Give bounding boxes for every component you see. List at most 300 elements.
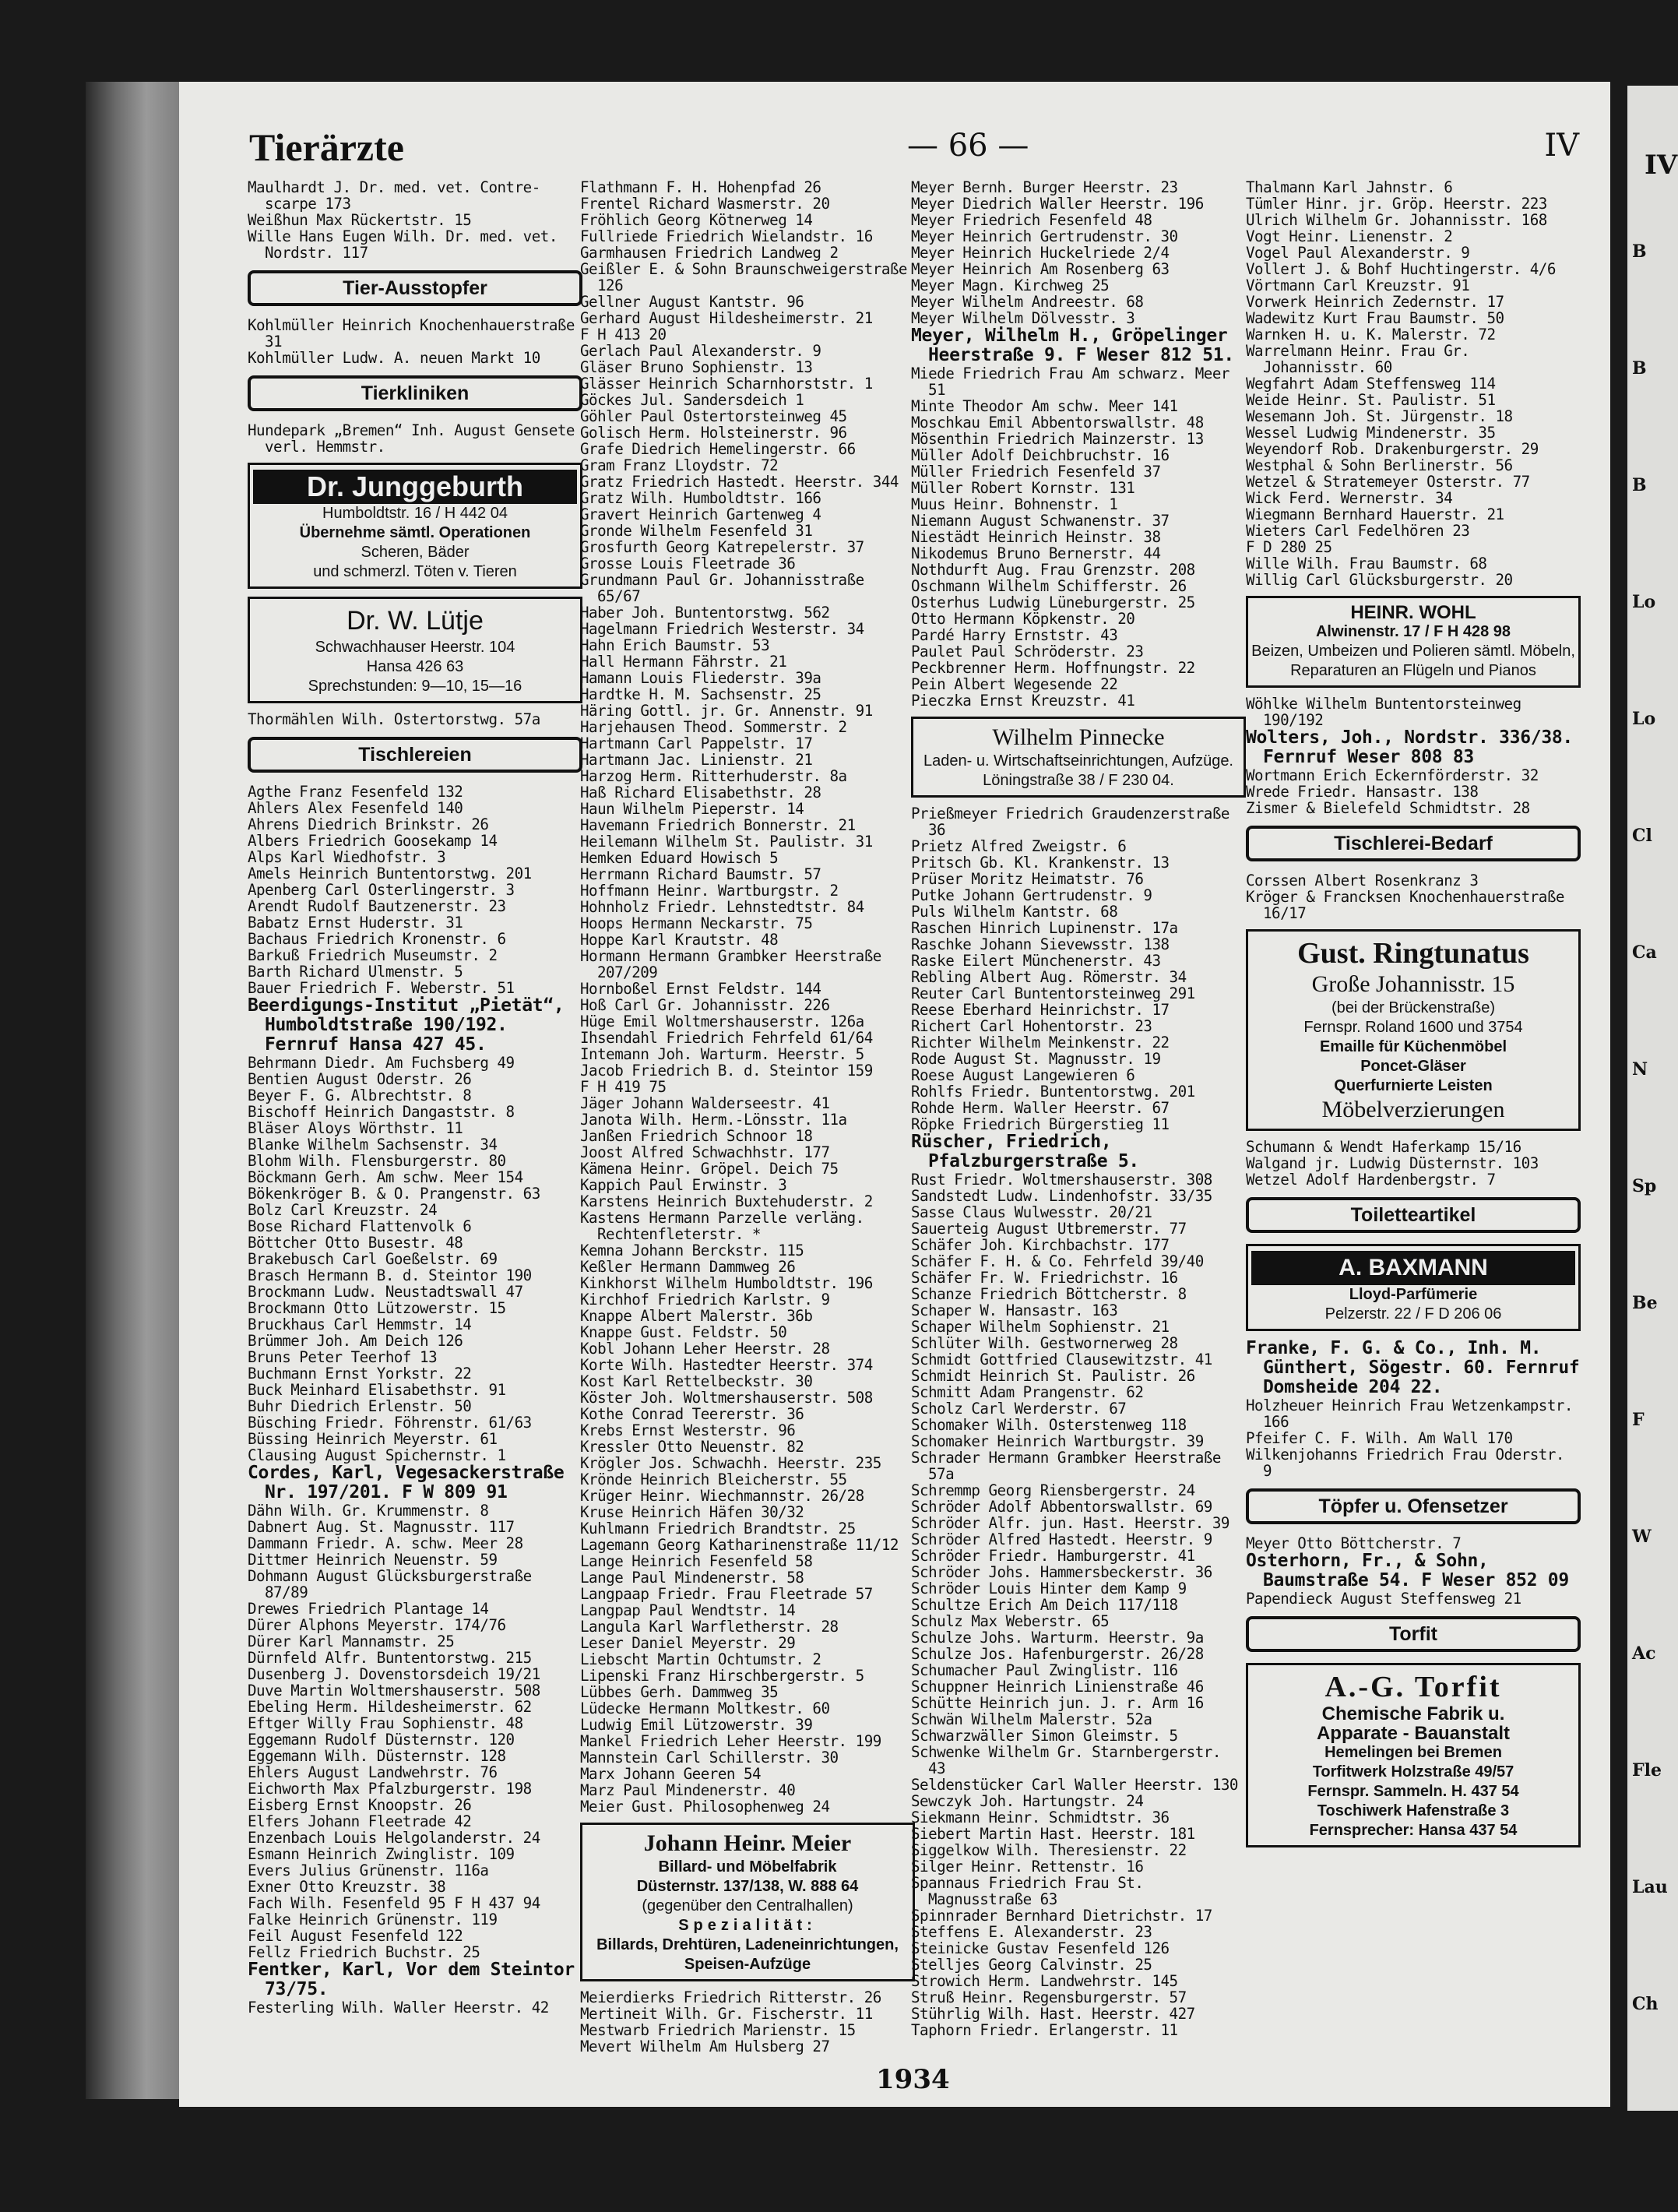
directory-entry: Hoppe Karl Krautstr. 48 <box>580 931 779 949</box>
directory-entry: Hemken Eduard Howisch 5 <box>580 849 779 867</box>
directory-entry: Eggemann Wilh. Düsternstr. 128 <box>248 1747 506 1765</box>
entry-list <box>248 1999 582 2016</box>
directory-entry: Kressler Otto Neuenstr. 82 <box>580 1438 804 1456</box>
directory-entry: Fullriede Friedrich Wielandstr. 16 <box>580 227 873 245</box>
directory-entry: Marx Johann Geeren 54 <box>580 1765 762 1783</box>
directory-entry: Mestwarb Friedrich Marienstr. 15 <box>580 2021 856 2039</box>
directory-entry: Rust Friedr. Woltmershauserstr. 308 <box>911 1171 1212 1189</box>
directory-entry: Lagemann Georg Katharinenstraße 11/12 <box>580 1536 899 1554</box>
directory-entry: Hahn Erich Baumstr. 53 <box>580 636 770 654</box>
directory-entry: Weyendorf Rob. Drakenburgerstr. 29 <box>1246 440 1539 458</box>
directory-entry: Roese August Langewieren 6 <box>911 1066 1135 1084</box>
directory-entry: Kämena Heinr. Gröpel. Deich 75 <box>580 1160 839 1178</box>
ad-line: Löningstraße 38 / F 230 04. <box>983 772 1174 789</box>
ad-title: HEINR. WOHL <box>1350 602 1476 623</box>
advertisement <box>1246 1663 1581 1847</box>
directory-entry: Schröder Friedr. Hamburgerstr. 41 <box>911 1547 1195 1565</box>
ad-line: Chemische Fabrik u. <box>1321 1703 1505 1724</box>
directory-entry: Schäfer Fr. W. Friedrichstr. 16 <box>911 1269 1178 1287</box>
directory-entry: Lange Heinrich Fesenfeld 58 <box>580 1552 813 1570</box>
directory-entry: Hoffmann Heinr. Wartburgstr. 2 <box>580 882 839 900</box>
directory-entry: Haß Richard Elisabethstr. 28 <box>580 784 821 801</box>
category-heading: Tischlereien <box>248 737 582 773</box>
directory-entry: Rode August St. Magnusstr. 19 <box>911 1050 1161 1068</box>
entry-list <box>1246 1397 1581 1479</box>
directory-entry: Dähn Wilh. Gr. Krummenstr. 8 <box>248 1502 489 1520</box>
directory-entry: Ulrich Wilhelm Gr. Johannisstr. 168 <box>1246 211 1547 229</box>
directory-entry: Korte Wilh. Hastedter Heerstr. 374 <box>580 1356 873 1374</box>
directory-entry: Beyer F. G. Albrechtstr. 8 <box>248 1087 472 1104</box>
directory-entry: Bökenkröger B. & O. Prangenstr. 63 <box>248 1185 540 1203</box>
directory-entry: Eggemann Rudolf Düsternstr. 120 <box>248 1731 515 1749</box>
directory-entry: Gellner August Kantstr. 96 <box>580 293 804 311</box>
directory-entry: Hoß Carl Gr. Johannisstr. 226 <box>580 996 830 1014</box>
directory-entry: Jäger Johann Walderseestr. 41 <box>580 1094 830 1112</box>
advertisement <box>580 1823 915 1981</box>
directory-entry: F H 419 75 <box>580 1078 667 1096</box>
entry-list <box>580 1989 915 2055</box>
directory-entry: Bauer Friedrich F. Weberstr. 51 <box>248 979 515 997</box>
directory-entry: Meyer Bernh. Burger Heerstr. 23 <box>911 178 1178 196</box>
entry-list <box>248 1502 582 1960</box>
directory-entry: Grosfurth Georg Katrepelerstr. 37 <box>580 538 864 556</box>
directory-entry: Gerlach Paul Alexanderstr. 9 <box>580 342 821 360</box>
directory-entry: Vorwerk Heinrich Zedernstr. 17 <box>1246 293 1504 311</box>
directory-entry: Krögler Jos. Schwachh. Heerstr. 235 <box>580 1454 881 1472</box>
column-2 <box>580 179 915 2055</box>
directory-entry: Raschen Hinrich Lupinenstr. 17a <box>911 919 1178 937</box>
directory-entry: Schäfer F. H. & Co. Fehrfeld 39/40 <box>911 1252 1204 1270</box>
bold-entry: Osterhorn, Fr., & Sohn, Baumstraße 54. F Weser 852 09 <box>1246 1551 1569 1590</box>
directory-entry: Duve Martin Woltmershauserstr. 508 <box>248 1682 540 1700</box>
adjacent-page-edge <box>1627 86 1678 2111</box>
ad-line: und schmerzl. Töten v. Tieren <box>313 563 517 580</box>
directory-entry: Schumann & Wendt Haferkamp 15/16 <box>1246 1138 1521 1156</box>
directory-entry: Otto Hermann Köpkenstr. 20 <box>911 610 1135 628</box>
directory-entry: Lipenski Franz Hirschbergerstr. 5 <box>580 1667 864 1685</box>
directory-entry: Janota Wilh. Herm.-Lönsstr. 11a <box>580 1111 847 1129</box>
directory-entry: Bose Richard Flattenvolk 6 <box>248 1217 472 1235</box>
directory-entry: Wetzel & Stratemeyer Osterstr. 77 <box>1246 473 1530 491</box>
ad-line: Fernspr. Sammeln. H. 437 54 <box>1307 1783 1519 1800</box>
directory-entry: Kirchhof Friedrich Karlstr. 9 <box>580 1291 830 1309</box>
directory-entry: Golisch Herm. Holsteinerstr. 96 <box>580 424 847 442</box>
directory-entry: Schremmp Georg Riensbergerstr. 24 <box>911 1481 1195 1499</box>
directory-entry: Hundepark „Bremen“ Inh. August Gensete verl. Hemmstr. <box>248 421 575 456</box>
directory-entry: F H 413 20 <box>580 326 667 343</box>
directory-entry: Pfeifer C. F. Wilh. Am Wall 170 <box>1246 1429 1513 1447</box>
bold-entry: Beerdigungs-Institut „Pietät“, Humboldtstraße 190/192. Fernruf Hansa 427 45. <box>248 995 565 1055</box>
column-1 <box>248 179 582 2016</box>
directory-entry: Mankel Friedrich Leher Heerstr. 199 <box>580 1732 881 1750</box>
ad-line: Fernsprecher: Hansa 437 54 <box>1309 1822 1518 1839</box>
directory-entry: Puls Wilhelm Kantstr. 68 <box>911 903 1118 921</box>
directory-entry: Wrede Friedr. Hansastr. 138 <box>1246 783 1479 801</box>
directory-entry: Geißler E. & Sohn Braunschweigerstraße 126 <box>580 260 907 294</box>
directory-entry: Schröder Louis Hinter dem Kamp 9 <box>911 1580 1187 1597</box>
directory-entry: Warrelmann Heinr. Frau Gr. Johannisstr. 60 <box>1246 342 1470 376</box>
directory-entry: Minte Theodor Am schw. Meer 141 <box>911 397 1178 415</box>
directory-entry: Schröder Johs. Hammersbeckerstr. 36 <box>911 1563 1212 1581</box>
directory-entry: Corssen Albert Rosenkranz 3 <box>1246 872 1479 889</box>
ad-title: Gust. Ringtunatus <box>1297 937 1529 970</box>
ad-title: Dr. Junggeburth <box>253 470 577 504</box>
directory-entry: Ebeling Herm. Hildesheimerstr. 62 <box>248 1698 532 1716</box>
directory-entry: Brockmann Ludw. Neustadtswall 47 <box>248 1283 523 1301</box>
directory-entry: Gravert Heinrich Gartenweg 4 <box>580 505 821 523</box>
adjacent-page-fragment: F <box>1632 1410 1645 1430</box>
adjacent-page-fragment: Cl <box>1632 826 1652 846</box>
directory-entry: Schumacher Paul Zwinglistr. 116 <box>911 1661 1178 1679</box>
directory-entry: Dusenberg J. Dovenstorsdeich 19/21 <box>248 1665 540 1683</box>
ad-line: Lloyd-Parfümerie <box>1349 1286 1478 1303</box>
directory-entry: Hardtke H. M. Sachsenstr. 25 <box>580 685 821 703</box>
directory-entry: Sewczyk Joh. Hartungstr. 24 <box>911 1792 1144 1810</box>
entry-list <box>1246 1139 1581 1188</box>
directory-entry: Grafe Diedrich Hemelingerstr. 66 <box>580 440 856 458</box>
directory-entry: Vörtmann Carl Kreuzstr. 91 <box>1246 276 1470 294</box>
directory-entry: Schuppner Heinrich Linienstraße 46 <box>911 1678 1204 1696</box>
directory-entry: Wetzel Adolf Hardenbergstr. 7 <box>1246 1171 1496 1189</box>
directory-entry: Dabnert Aug. St. Magnusstr. 117 <box>248 1518 515 1536</box>
directory-entry: Bachaus Friedrich Kronenstr. 6 <box>248 930 506 948</box>
directory-entry: Schulze Jos. Hafenburgerstr. 26/28 <box>911 1645 1204 1663</box>
directory-entry: Raschke Johann Sievewsstr. 138 <box>911 935 1170 953</box>
directory-entry: Barth Richard Ulmenstr. 5 <box>248 963 463 981</box>
directory-entry: Eisberg Ernst Knoopstr. 26 <box>248 1796 472 1814</box>
directory-entry: Dürer Karl Mannamstr. 25 <box>248 1633 455 1650</box>
directory-entry: Wiegmann Bernhard Hauerstr. 21 <box>1246 505 1504 523</box>
page-footer-year: 1934 <box>876 2064 950 2095</box>
directory-entry: Schomaker Wilh. Osterstenweg 118 <box>911 1416 1187 1434</box>
directory-entry: Köster Joh. Woltmershauserstr. 508 <box>580 1389 873 1407</box>
directory-entry: Krebs Ernst Westerstr. 96 <box>580 1421 796 1439</box>
directory-entry: Göhler Paul Ostertorsteinweg 45 <box>580 407 847 425</box>
directory-entry: Ahrens Diedrich Brinkstr. 26 <box>248 815 489 833</box>
directory-entry: Brockmann Otto Lützowerstr. 15 <box>248 1299 506 1317</box>
directory-entry: Kappich Paul Erwinstr. 3 <box>580 1176 787 1194</box>
directory-entry: Schlüter Wilh. Gestwornerweg 28 <box>911 1334 1178 1352</box>
directory-entry: Steinicke Gustav Fesenfeld 126 <box>911 1939 1170 1957</box>
directory-entry: Ihsendahl Friedrich Fehrfeld 61/64 <box>580 1029 873 1047</box>
directory-entry: Müller Adolf Deichbruchstr. 16 <box>911 446 1170 464</box>
directory-entry: Willig Carl Glücksburgerstr. 20 <box>1246 571 1513 589</box>
directory-entry: Putke Johann Gertrudenstr. 9 <box>911 886 1152 904</box>
directory-entry: Hoops Hermann Neckarstr. 75 <box>580 914 813 932</box>
directory-entry: Meyer Wilhelm Andreestr. 68 <box>911 293 1144 311</box>
entry-list <box>911 365 1246 709</box>
directory-entry: Lange Paul Mindenerstr. 58 <box>580 1569 804 1587</box>
bold-entry: Franke, F. G. & Co., Inh. M. Günthert, Sögestr. 60. Fernruf Domsheide 204 22. <box>1246 1338 1580 1397</box>
directory-entry: Bentien August Oderstr. 26 <box>248 1070 472 1088</box>
directory-entry: Wille Hans Eugen Wilh. Dr. med. vet. Nordstr. 117 <box>248 227 558 262</box>
directory-entry: Haber Joh. Buntentorstwg. 562 <box>580 604 830 622</box>
directory-entry: Meyer Heinrich Gertrudenstr. 30 <box>911 227 1178 245</box>
ad-line: Hemelingen bei Bremen <box>1324 1744 1502 1761</box>
section-title: Tierärzte <box>249 125 404 169</box>
ad-line: Toschiwerk Hafenstraße 3 <box>1317 1802 1510 1819</box>
directory-entry: Hornboßel Ernst Feldstr. 144 <box>580 980 821 998</box>
directory-entry: Garmhausen Friedrich Landweg 2 <box>580 244 839 262</box>
directory-entry: Steffens E. Alexanderstr. 23 <box>911 1923 1152 1941</box>
directory-entry: Schröder Adolf Abbentorswallstr. 69 <box>911 1498 1212 1516</box>
directory-entry: Bläser Aloys Wörthstr. 11 <box>248 1119 463 1137</box>
ad-line: (gegenüber den Centralhallen) <box>642 1897 853 1914</box>
directory-entry: Thormählen Wilh. Ostertorstwg. 57a <box>248 710 540 728</box>
directory-entry: Mösenthin Friedrich Mainzerstr. 13 <box>911 430 1204 448</box>
directory-entry: Wieters Carl Fedelhören 23 <box>1246 522 1470 540</box>
directory-entry: Röpke Friedrich Bürgerstieg 11 <box>911 1115 1170 1133</box>
directory-entry: Nikodemus Bruno Bernerstr. 44 <box>911 544 1161 562</box>
directory-entry: Kothe Conrad Teererstr. 36 <box>580 1405 804 1423</box>
directory-entry: Herrmann Richard Baumstr. 57 <box>580 865 821 883</box>
directory-entry: Brasch Hermann B. d. Steintor 190 <box>248 1266 532 1284</box>
directory-entry: Spannaus Friedrich Frau St. Magnusstraße 63 <box>911 1874 1144 1908</box>
directory-entry: Meyer Magn. Kirchweg 25 <box>911 276 1110 294</box>
directory-entry: Meyer Heinrich Huckelriede 2/4 <box>911 244 1170 262</box>
ad-line: Poncet-Gläser <box>1360 1058 1466 1075</box>
adjacent-page-fragment: B <box>1632 358 1647 379</box>
advertisement <box>911 717 1246 798</box>
directory-entry: Blohm Wilh. Flensburgerstr. 80 <box>248 1152 506 1170</box>
directory-entry: Gronde Wilhelm Fesenfeld 31 <box>580 522 813 540</box>
entry-list <box>248 422 582 455</box>
directory-entry: Mevert Wilhelm Am Hulsberg 27 <box>580 2038 830 2055</box>
directory-entry: Müller Robert Kornstr. 131 <box>911 479 1135 497</box>
directory-entry: Langula Karl Warfletherstr. 28 <box>580 1618 839 1636</box>
directory-entry: Hartmann Carl Pappelstr. 17 <box>580 734 813 752</box>
directory-entry: F D 280 25 <box>1246 538 1332 556</box>
directory-entry: Agthe Franz Fesenfeld 132 <box>248 783 463 801</box>
ad-line: Emaille für Küchenmöbel <box>1319 1038 1507 1055</box>
directory-entry: Schmidt Heinrich St. Paulistr. 26 <box>911 1367 1195 1385</box>
directory-entry: Paulet Paul Schröderstr. 23 <box>911 643 1144 660</box>
directory-entry: Böckmann Gerh. Am schw. Meer 154 <box>248 1168 523 1186</box>
directory-entry: Lüdecke Hermann Moltkestr. 60 <box>580 1700 830 1717</box>
directory-entry: Kost Karl Rettelbeckstr. 30 <box>580 1372 813 1390</box>
directory-entry: Meyer Heinrich Am Rosenberg 63 <box>911 260 1170 278</box>
directory-entry: Nothdurft Aug. Frau Grenzstr. 208 <box>911 561 1195 579</box>
directory-entry: Schröder Alfred Hastedt. Heerstr. 9 <box>911 1530 1212 1548</box>
directory-entry: Hartmann Jac. Linienstr. 21 <box>580 751 813 769</box>
directory-entry: Fellz Friedrich Buchstr. 25 <box>248 1943 480 1961</box>
bold-entry: Meyer, Wilhelm H., Gröpelinger Heerstraße 9. F Weser 812 51. <box>911 326 1234 365</box>
directory-entry: Maulhardt J. Dr. med. vet. Contre-scarpe 173 <box>248 178 540 213</box>
adjacent-page-fragment: B <box>1632 241 1647 262</box>
entry-list <box>580 179 915 1815</box>
directory-entry: Langpap Paul Wendtstr. 14 <box>580 1601 796 1619</box>
directory-entry: Hall Hermann Fährstr. 21 <box>580 653 787 671</box>
entry-list <box>248 784 582 996</box>
directory-entry: Knappe Albert Malerstr. 36b <box>580 1307 813 1325</box>
entry-list <box>248 1055 582 1464</box>
directory-entry: Eftger Willy Frau Sophienstr. 48 <box>248 1714 523 1732</box>
bold-entry: Rüscher, Friedrich, Pfalzburgerstraße 5. <box>911 1132 1139 1171</box>
directory-entry: Stührlig Wilh. Hast. Heerstr. 427 <box>911 2005 1195 2023</box>
directory-entry: Gratz Wilh. Humboldtstr. 166 <box>580 489 821 507</box>
directory-entry: Reese Eberhard Heinrichstr. 17 <box>911 1001 1170 1019</box>
ad-title: Dr. W. Lütje <box>347 606 484 636</box>
ad-title: Johann Heinr. Meier <box>643 1830 852 1856</box>
directory-entry: Dohmann August Glücksburgerstraße 87/89 <box>248 1567 532 1601</box>
directory-entry: Haun Wilhelm Pieperstr. 14 <box>580 800 804 818</box>
directory-entry: Walgand jr. Ludwig Düsternstr. 103 <box>1246 1154 1539 1172</box>
adjacent-page-fragment: Ac <box>1632 1643 1656 1664</box>
directory-entry: Rohde Herm. Waller Heerstr. 67 <box>911 1099 1170 1117</box>
entry-list <box>1246 872 1581 921</box>
directory-entry: Blanke Wilhelm Sachsenstr. 34 <box>248 1136 498 1154</box>
directory-entry: Schmidt Gottfried Clausewitzstr. 41 <box>911 1351 1212 1368</box>
directory-entry: Wesemann Joh. St. Jürgenstr. 18 <box>1246 407 1513 425</box>
directory-entry: Gläser Bruno Sophienstr. 13 <box>580 358 813 376</box>
ad-line: Laden- u. Wirtschaftseinrichtungen, Aufzüge. <box>923 752 1233 770</box>
directory-entry: Bruckhaus Carl Hemmstr. 14 <box>248 1316 472 1333</box>
directory-entry: Grundmann Paul Gr. Johannisstraße 65/67 <box>580 571 864 605</box>
directory-entry: Arendt Rudolf Bautzenerstr. 23 <box>248 897 506 915</box>
directory-entry: Eichworth Max Pfalzburgerstr. 198 <box>248 1780 532 1798</box>
entry-list <box>248 711 582 727</box>
directory-entry: Buhr Diedrich Erlenstr. 50 <box>248 1397 472 1415</box>
directory-entry: Kuhlmann Friedrich Brandtstr. 25 <box>580 1520 856 1537</box>
directory-entry: Richter Wilhelm Meinkenstr. 22 <box>911 1034 1170 1051</box>
directory-entry: Kemna Johann Berckstr. 115 <box>580 1242 804 1259</box>
ad-line: Alwinenstr. 17 / F H 428 98 <box>1315 623 1511 640</box>
directory-entry: Festerling Wilh. Waller Heerstr. 42 <box>248 1999 549 2017</box>
directory-entry: Gram Franz Lloydstr. 72 <box>580 456 779 474</box>
directory-entry: Schulze Johs. Warturm. Heerstr. 9a <box>911 1629 1204 1647</box>
adjacent-page-fragment: Ch <box>1632 1994 1659 2014</box>
category-heading: Tierkliniken <box>248 375 582 411</box>
directory-entry: Evers Julius Grünenstr. 116a <box>248 1862 489 1879</box>
directory-entry: Janßen Friedrich Schnoor 18 <box>580 1127 813 1145</box>
adjacent-page-fragment: Sp <box>1632 1176 1657 1196</box>
directory-entry: Karstens Heinrich Buxtehuderstr. 2 <box>580 1192 873 1210</box>
directory-entry: Weide Heinr. St. Paulistr. 51 <box>1246 391 1496 409</box>
directory-page <box>179 82 1610 2107</box>
directory-entry: Behrmann Diedr. Am Fuchsberg 49 <box>248 1054 515 1072</box>
directory-entry: Sauerteig August Utbremerstr. 77 <box>911 1220 1187 1238</box>
directory-entry: Meierdierks Friedrich Ritterstr. 26 <box>580 1988 881 2006</box>
category-heading: Töpfer u. Ofensetzer <box>1246 1488 1581 1524</box>
ad-line: Apparate - Bauanstalt <box>1316 1723 1511 1744</box>
adjacent-page-fragment: Lo <box>1632 592 1656 612</box>
directory-entry: Pieczka Ernst Kreuzstr. 41 <box>911 692 1135 710</box>
directory-entry: Westphal & Sohn Berlinerstr. 56 <box>1246 456 1513 474</box>
directory-entry: Marz Paul Mindenerstr. 40 <box>580 1781 796 1799</box>
ad-line: Düsternstr. 137/138, W. 888 64 <box>636 1878 859 1895</box>
directory-entry: Drewes Friedrich Plantage 14 <box>248 1600 489 1618</box>
directory-entry: Wegfahrt Adam Steffensweg 114 <box>1246 375 1496 393</box>
entry-list <box>911 179 1246 326</box>
directory-entry: Hüge Emil Woltmershauserstr. 126a <box>580 1013 864 1030</box>
adjacent-page-fragment: Be <box>1632 1293 1658 1313</box>
directory-entry: Kruse Heinrich Häfen 30/32 <box>580 1503 804 1521</box>
directory-entry: Hohnholz Friedr. Lehnstedtstr. 84 <box>580 898 864 916</box>
directory-entry: Böttcher Otto Busestr. 48 <box>248 1234 463 1252</box>
directory-entry: Reuter Carl Buntentorsteinweg 291 <box>911 984 1195 1002</box>
directory-entry: Schomaker Heinrich Wartburgstr. 39 <box>911 1432 1204 1450</box>
directory-entry: Vogt Heinr. Lienenstr. 2 <box>1246 227 1453 245</box>
directory-entry: Amels Heinrich Buntentorstwg. 201 <box>248 865 532 882</box>
entry-list <box>1246 179 1581 588</box>
directory-entry: Häring Gottl. jr. Gr. Annenstr. 91 <box>580 702 873 720</box>
ad-line: Übernehme sämtl. Operationen <box>299 524 531 541</box>
directory-entry: Niemann August Schwanenstr. 37 <box>911 512 1170 530</box>
directory-entry: Pein Albert Wegesende 22 <box>911 675 1118 693</box>
directory-entry: Schwarzwäller Simon Gleimstr. 5 <box>911 1727 1178 1745</box>
directory-entry: Kinkhorst Wilhelm Humboldtstr. 196 <box>580 1274 873 1292</box>
entry-list <box>911 1171 1246 2038</box>
directory-entry: Sasse Claus Wulwesstr. 20/21 <box>911 1203 1152 1221</box>
directory-entry: Schmitt Adam Prangenstr. 62 <box>911 1383 1144 1401</box>
directory-entry: Falke Heinrich Grünenstr. 119 <box>248 1911 498 1928</box>
adjacent-page-fragment: W <box>1632 1527 1652 1547</box>
directory-entry: Sandstedt Ludw. Lindenhofstr. 33/35 <box>911 1187 1212 1205</box>
directory-entry: Schaper W. Hansastr. 163 <box>911 1301 1118 1319</box>
ad-title: A. BAXMANN <box>1251 1251 1575 1285</box>
directory-entry: Glässer Heinrich Scharnhorststr. 1 <box>580 375 873 393</box>
bold-entry: Wolters, Joh., Nordstr. 336/38. Fernruf Weser 808 83 <box>1246 727 1573 767</box>
directory-entry: Schäfer Joh. Kirchbachstr. 177 <box>911 1236 1170 1254</box>
directory-entry: Wortmann Erich Eckernförderstr. 32 <box>1246 766 1539 784</box>
directory-entry: Meier Gust. Philosophenweg 24 <box>580 1798 830 1816</box>
category-heading: Tier-Ausstopfer <box>248 270 582 306</box>
ad-line: Beizen, Umbeizen und Polieren sämtl. Möbeln, Reparaturen an Flügeln und Pianos <box>1251 643 1575 679</box>
ad-title: Wilhelm Pinnecke <box>992 724 1165 750</box>
directory-entry: Prießmeyer Friedrich Graudenzerstraße 36 <box>911 805 1229 839</box>
directory-entry: Fröhlich Georg Kötnerweg 14 <box>580 211 813 229</box>
directory-entry: Joost Alfred Schwachhstr. 177 <box>580 1143 830 1161</box>
directory-entry: Gerhard August Hildesheimerstr. 21 <box>580 309 873 327</box>
column-3 <box>911 179 1246 2038</box>
directory-entry: Albers Friedrich Goosekamp 14 <box>248 832 498 850</box>
directory-entry: Seldenstücker Carl Waller Heerstr. 130 <box>911 1776 1238 1794</box>
bold-entry: Fentker, Karl, Vor dem Steintor 73/75. <box>248 1960 575 1999</box>
directory-entry: Meyer Diedrich Waller Heerstr. 196 <box>911 195 1204 213</box>
entry-list <box>911 805 1246 1132</box>
directory-entry: Vogel Paul Alexanderstr. 9 <box>1246 244 1470 262</box>
directory-entry: Apenberg Carl Osterlingerstr. 3 <box>248 881 515 899</box>
ad-line: Große Johannisstr. 15 <box>1311 971 1515 997</box>
directory-entry: Enzenbach Louis Helgolanderstr. 24 <box>248 1829 540 1847</box>
ad-line: Scheren, Bäder <box>361 544 470 561</box>
directory-entry: Niestädt Heinrich Heinstr. 38 <box>911 528 1161 546</box>
adjacent-page-fragment: B <box>1632 475 1647 495</box>
category-heading: Toiletteartikel <box>1246 1197 1581 1233</box>
directory-entry: Prüser Moritz Heimatstr. 76 <box>911 870 1144 888</box>
directory-entry: Barkuß Friedrich Museumstr. 2 <box>248 946 498 964</box>
directory-entry: Rohlfs Friedr. Buntentorstwg. 201 <box>911 1083 1195 1101</box>
directory-entry: Siggelkow Wilh. Theresienstr. 22 <box>911 1841 1187 1859</box>
directory-entry: Ehlers August Landwehrstr. 76 <box>248 1763 498 1781</box>
directory-entry: Weißhun Max Rückertstr. 15 <box>248 211 472 229</box>
ad-line: Torfitwerk Holzstraße 49/57 <box>1312 1763 1514 1781</box>
directory-entry: Alps Karl Wiedhofstr. 3 <box>248 848 446 866</box>
ad-line: Fernspr. Roland 1600 und 3754 <box>1303 1019 1523 1036</box>
directory-entry: Babatz Ernst Huderstr. 31 <box>248 914 463 932</box>
directory-entry: Büssing Heinrich Meyerstr. 61 <box>248 1430 498 1448</box>
directory-entry: Miede Friedrich Frau Am schwarz. Meer 51 <box>911 365 1229 399</box>
directory-entry: Raske Eilert Münchenerstr. 43 <box>911 952 1161 970</box>
entry-list <box>1246 1590 1581 1607</box>
directory-entry: Leser Daniel Meyerstr. 29 <box>580 1634 796 1652</box>
advertisement <box>248 463 582 589</box>
directory-entry: Rebling Albert Aug. Römerstr. 34 <box>911 968 1187 986</box>
directory-entry: Keßler Hermann Dammweg 26 <box>580 1258 796 1276</box>
ad-line: Billards, Drehtüren, Ladeneinrichtungen, Speisen-Aufzüge <box>596 1936 899 1973</box>
directory-entry: Struß Heinr. Regensburgerstr. 57 <box>911 1988 1187 2006</box>
category-heading: Torfit <box>1246 1616 1581 1652</box>
